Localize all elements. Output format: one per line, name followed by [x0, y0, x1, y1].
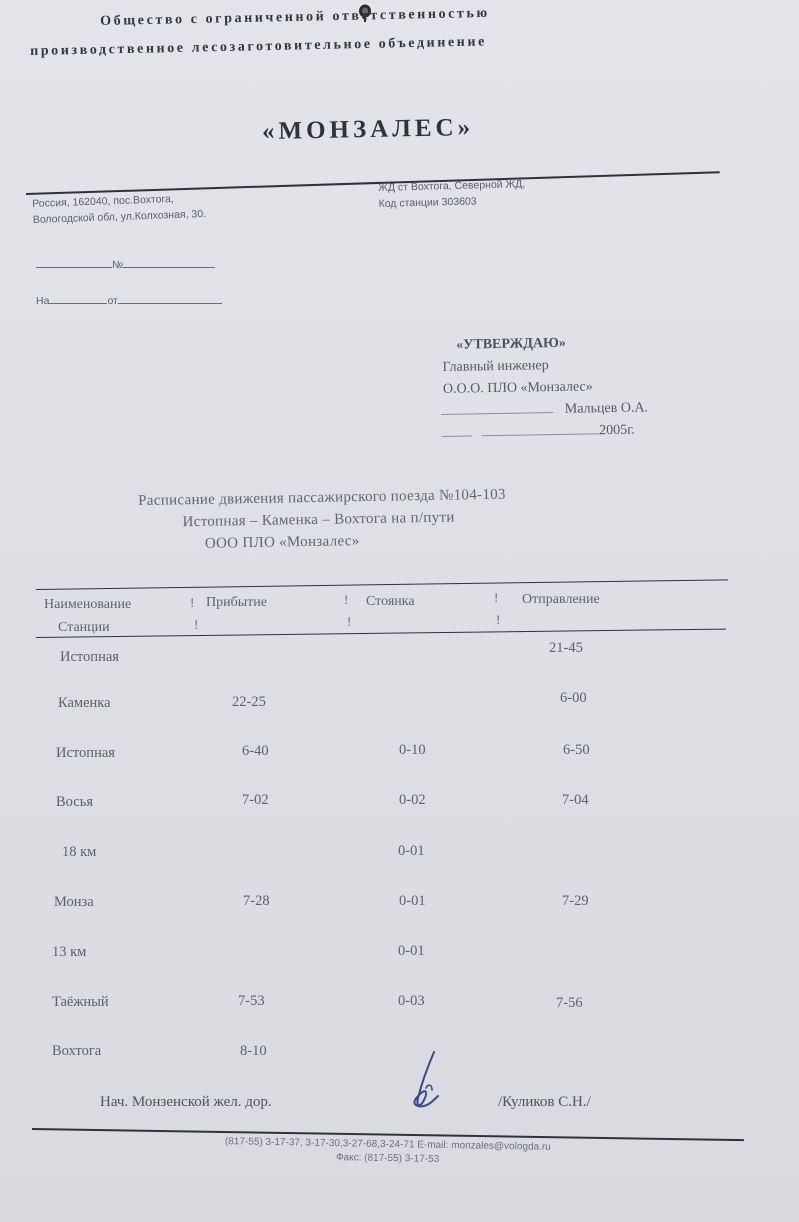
column-header-departure: Отправление [522, 592, 600, 607]
column-separator: ! [344, 592, 349, 607]
signatory-title: Нач. Монзенской жел. дор. [100, 1094, 272, 1110]
rail-line: Код станции 303603 [378, 195, 477, 210]
column-separator: ! [494, 590, 499, 605]
schedule-title [138, 484, 507, 556]
station-cell: Истопная [60, 649, 119, 665]
departure-cell: 7-04 [562, 792, 589, 808]
station-cell: Восья [56, 794, 94, 810]
column-separator: ! [190, 595, 195, 610]
stop-cell: 0-03 [398, 993, 425, 1009]
station-cell: Каменка [58, 695, 111, 711]
arrival-cell: 6-40 [242, 743, 269, 759]
column-header-station: Наименование [44, 597, 132, 612]
departure-cell: 6-00 [560, 690, 587, 706]
org-description-line: производственное лесозаготовительное объединение [30, 34, 488, 59]
station-cell: Истопная [56, 745, 115, 761]
column-header-station: Станции [58, 620, 110, 635]
arrival-cell: 7-02 [242, 792, 269, 808]
approver-name: Мальцев О.А. [564, 400, 649, 417]
signatory-name: /Куликов С.Н./ [498, 1094, 591, 1110]
rail-line: ЖД ст Вохтога, Северной ЖД, [378, 178, 526, 194]
outgoing-number-field [36, 257, 215, 271]
column-separator: ! [194, 617, 199, 632]
route-line: Истопная – Каменка – Вохтога на п/пути [182, 509, 455, 531]
approver-org: О.О.О. ПЛО «Монзалес» [442, 379, 593, 397]
approval-block [440, 331, 649, 445]
station-cell: 13 км [52, 944, 87, 960]
approver-position: Главный инженер [442, 358, 549, 375]
arrival-cell: 7-53 [238, 993, 265, 1009]
postal-address [32, 190, 206, 228]
company-name: «МОНЗАЛЕС» [261, 113, 475, 146]
address-line: Россия, 162040, пос.Вохтога, [32, 193, 174, 210]
station-cell: Таёжный [52, 994, 109, 1010]
number-label: № [112, 259, 124, 271]
footer-contacts [128, 1133, 648, 1170]
departure-cell: 7-56 [556, 995, 583, 1011]
station-cell: Вохтога [52, 1043, 102, 1059]
arrival-cell: 8-10 [240, 1043, 267, 1059]
column-header-arrival: Прибытие [206, 595, 267, 610]
header-divider [26, 171, 720, 195]
stop-cell: 0-10 [399, 742, 426, 758]
approval-year: 2005г. [599, 422, 635, 439]
address-line: Вологодской обл, ул.Колхозная, 30. [32, 207, 207, 226]
station-cell: 18 км [62, 844, 97, 860]
column-separator: ! [347, 614, 352, 629]
stop-cell: 0-01 [398, 943, 425, 959]
stop-cell: 0-01 [398, 843, 425, 859]
stop-cell: 0-01 [399, 893, 426, 909]
from-label: от [107, 295, 118, 307]
rail-address [378, 176, 526, 212]
station-cell: Монза [54, 894, 94, 910]
footer-fax: Факс: (817-55) 3-17-53 [335, 1152, 440, 1165]
departure-cell: 7-29 [562, 893, 589, 909]
table-top-rule [36, 579, 728, 590]
table-header-rule [36, 629, 726, 638]
footer-phones: (817-55) 3-17-37, 3-17-30,3-27-68,3-24-71 E-mail: monzales@vologda.ru [224, 1136, 551, 1153]
departure-cell: 6-50 [563, 742, 590, 758]
handwritten-signature-icon [398, 1048, 458, 1123]
arrival-cell: 22-25 [232, 694, 266, 710]
stop-cell: 0-02 [399, 792, 426, 808]
signature-line [100, 1094, 591, 1111]
column-header-stop: Стоянка [366, 594, 415, 609]
reference-field [36, 293, 222, 307]
on-label: На [36, 295, 50, 307]
approval-date-line [442, 419, 649, 445]
column-separator: ! [496, 612, 501, 627]
operator-line: ООО ПЛО «Монзалес» [204, 533, 360, 552]
schedule-title-line: Расписание движения пассажирского поезда №104-103 [138, 486, 506, 509]
departure-cell: 21-45 [549, 640, 583, 656]
arrival-cell: 7-28 [243, 893, 270, 909]
org-type-line: Общество с ограниченной ответственностью [100, 5, 490, 29]
approval-title: «УТВЕРЖДАЮ» [456, 335, 566, 353]
